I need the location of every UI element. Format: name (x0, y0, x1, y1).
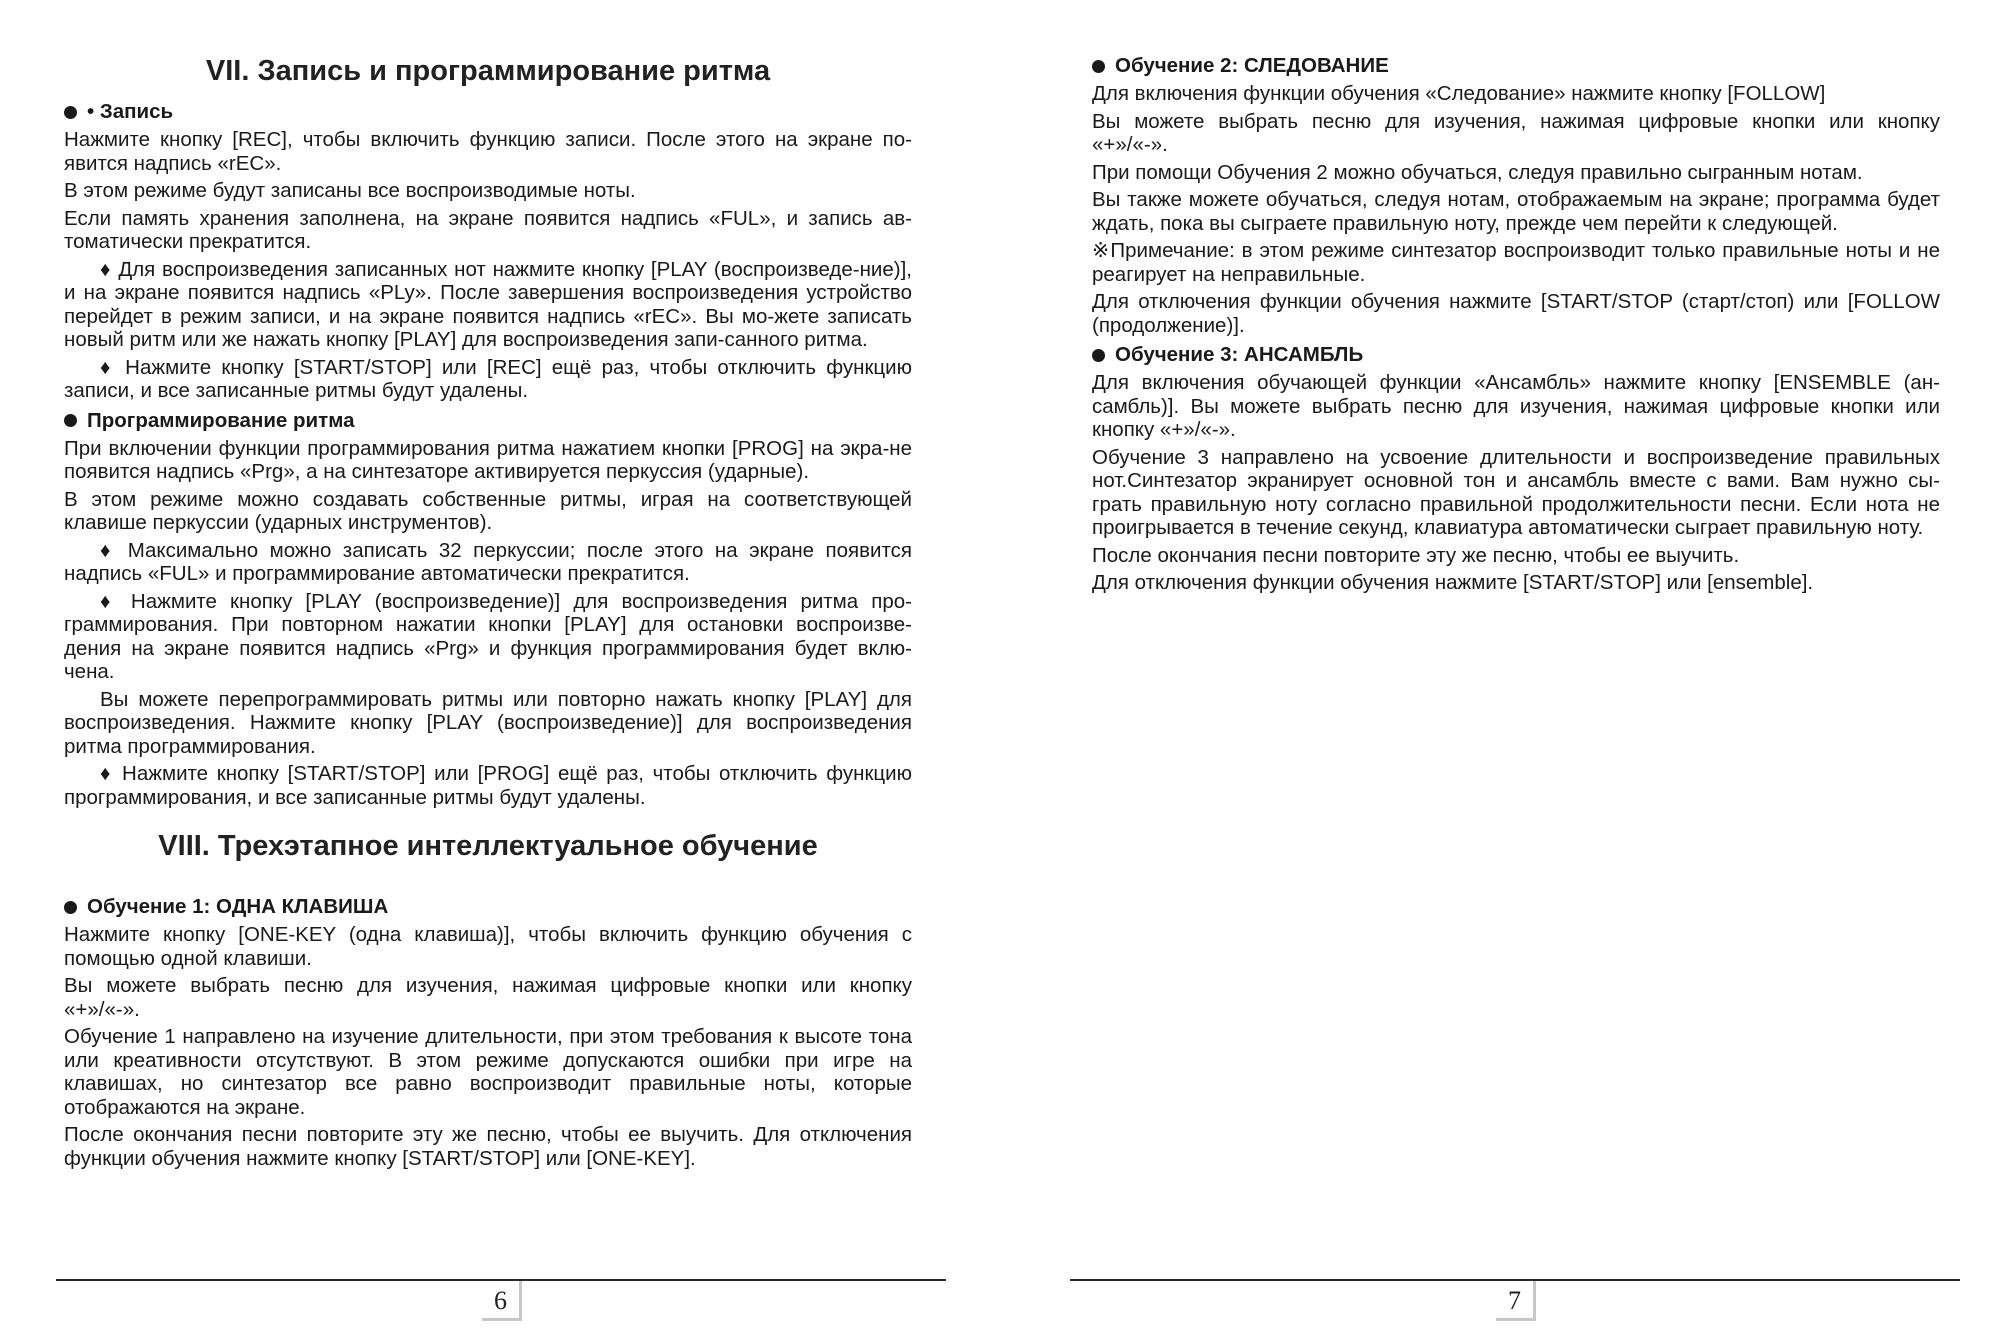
page-number: 6 (482, 1281, 522, 1321)
prog-paragraph: ♦ Нажмите кнопку [PLAY (воспроизведение)] для воспроизведения ритма про-граммирования. При повторном нажатии кнопки [PLAY] для остановки воспроизве-дения на экране появится надпись «Prg» и функция программирования будет вклю-чена. (64, 589, 912, 683)
prog-paragraph: Вы можете перепрограммировать ритмы или повторно нажать кнопку [PLAY] для воспроизведения. Нажмите кнопку [PLAY (воспроизведение)] для воспроизведения ритма программирования. (64, 687, 912, 758)
learn3-paragraph: Для отключения функции обучения нажмите [START/STOP] или [ensemble]. (1092, 571, 1814, 594)
rec-heading (64, 100, 912, 124)
learn2-paragraph: Вы также можете обучаться, следуя нотам, отображаемым на экране; программа будет ждать, пока вы сыграете правильную ноту, прежде чем перейти к следующей. (1092, 188, 1940, 235)
learn2-heading (1092, 54, 1940, 78)
learn2-paragraph: При помощи Обучения 2 можно обучаться, следуя правильно сыгранным нотам. (1092, 160, 1863, 184)
prog-paragraph: ♦ Максимально можно записать 32 перкуссии; после этого на экране появится надпись «FUL» и программирование автоматически прекратится. (64, 538, 912, 585)
prog-heading-text: Программирование ритма (87, 408, 355, 432)
right-page (1000, 0, 2000, 1332)
prog-paragraph: ♦ Нажмите кнопку [START/STOP] или [PROG] ещё раз, чтобы отключить функцию программирования, и все записанные ритмы будут удалены. (64, 762, 912, 809)
rec-heading-text: • Запись (87, 100, 174, 123)
learn1-paragraph: После окончания песни повторите эту же песню, чтобы ее выучить. Для отключения функции обучения нажмите кнопку [START/STOP] или [ONE-KEY]. (64, 1123, 912, 1170)
learn2-paragraph: Для включения функции обучения «Следование» нажмите кнопку [FOLLOW] (1092, 82, 1826, 105)
learn2-paragraph: Вы можете выбрать песню для изучения, нажимая цифровые кнопки или кнопку «+»/«-». (1092, 109, 1940, 156)
learn2-heading-text: Обучение 2: СЛЕДОВАНИЕ (1115, 54, 1389, 77)
learn3-paragraph: Обучение 3 направлено на усвоение длительности и воспроизведение правильных нот.Синтезатор экранирует основной тон и ансамбль вместе с вами. Вам нужно сы-грать правильную ноту согласно правильной продолжительности песни. Если нота не проигрывается в течение секунд, клавиатура автоматически сыграет правильную ноту. (1092, 445, 1940, 539)
prog-heading (64, 409, 912, 433)
learn1-paragraph: Вы можете выбрать песню для изучения, нажимая цифровые кнопки или кнопку «+»/«-». (64, 974, 912, 1021)
rec-paragraph: Нажмите кнопку [REC], чтобы включить функцию записи. После этого на экране по-явится надпись «rEC». (64, 128, 912, 175)
page-number: 7 (1496, 1281, 1536, 1321)
rec-paragraph: В этом режиме будут записаны все воспроизводимые ноты. (64, 179, 636, 202)
learn1-paragraph: Обучение 1 направлено на изучение длительности, при этом требования к высоте тона или креативности отсутствуют. В этом режиме допускаются ошибки при игре на клавишах, но синтезатор все равно воспроизводит правильные ноты, которые отображаются на экране. (64, 1025, 912, 1119)
learn1-heading (64, 895, 912, 919)
learn2-paragraph: Для отключения функции обучения нажмите [START/STOP (старт/стоп) или [FOLLOW (продолжение)]. (1092, 290, 1940, 337)
section7-title: VII. Запись и программирование ритма (205, 55, 771, 87)
section8-title: VIII. Трехэтапное интеллектуальное обучение (158, 830, 818, 862)
bullet-icon (1092, 60, 1105, 73)
learn3-paragraph: Для включения обучающей функции «Ансамбль» нажмите кнопку [ENSEMBLE (ан-самбль)]. Вы можете выбрать песню для изучения, нажимая цифровые кнопки или кнопку «+»/«-». (1092, 371, 1940, 441)
learn3-heading (1092, 343, 1940, 367)
bullet-icon (64, 901, 77, 914)
bullet-icon (1092, 349, 1105, 362)
rec-paragraph: ♦ Для воспроизведения записанных нот нажмите кнопку [PLAY (воспроизведе-ние)], и на экране появится надпись «PLy». После завершения воспроизведения устройство перейдет в режим записи, и на экране появится надпись «rEC». Вы мо-жете записать новый ритм или же нажать кнопку [PLAY] для воспроизведения запи-санного ритма. (64, 257, 912, 351)
bullet-icon (64, 414, 77, 427)
learn1-heading-text: Обучение 1: ОДНА КЛАВИША (87, 895, 389, 918)
rec-paragraph: Если память хранения заполнена, на экране появится надпись «FUL», и запись ав-томатически прекратится. (64, 206, 912, 253)
bullet-icon (64, 106, 77, 119)
learn3-heading-text: Обучение 3: АНСАМБЛЬ (1115, 343, 1364, 366)
note-paragraph: ※Примечание: в этом режиме синтезатор воспроизводит только правильные ноты и не реагирует на неправильные. (1092, 239, 1940, 286)
right-column (1092, 50, 1940, 599)
learn3-paragraph: После окончания песни повторите эту же песню, чтобы ее выучить. (1092, 543, 1740, 567)
learn1-paragraph: Нажмите кнопку [ONE-KEY (одна клавиша)], чтобы включить функцию обучения с помощью одной клавиши. (64, 923, 912, 970)
left-column (64, 50, 912, 1174)
prog-paragraph: В этом режиме можно создавать собственные ритмы, играя на соответствующей клавише перкуссии (ударных инструментов). (64, 487, 912, 534)
prog-paragraph: При включении функции программирования ритма нажатием кнопки [PROG] на экра-не появится надпись «Prg», а на синтезаторе активируется перкуссия (ударные). (64, 436, 912, 483)
rec-paragraph: ♦ Нажмите кнопку [START/STOP] или [REC] ещё раз, чтобы отключить функцию записи, и все записанные ритмы будут удалены. (64, 355, 912, 402)
